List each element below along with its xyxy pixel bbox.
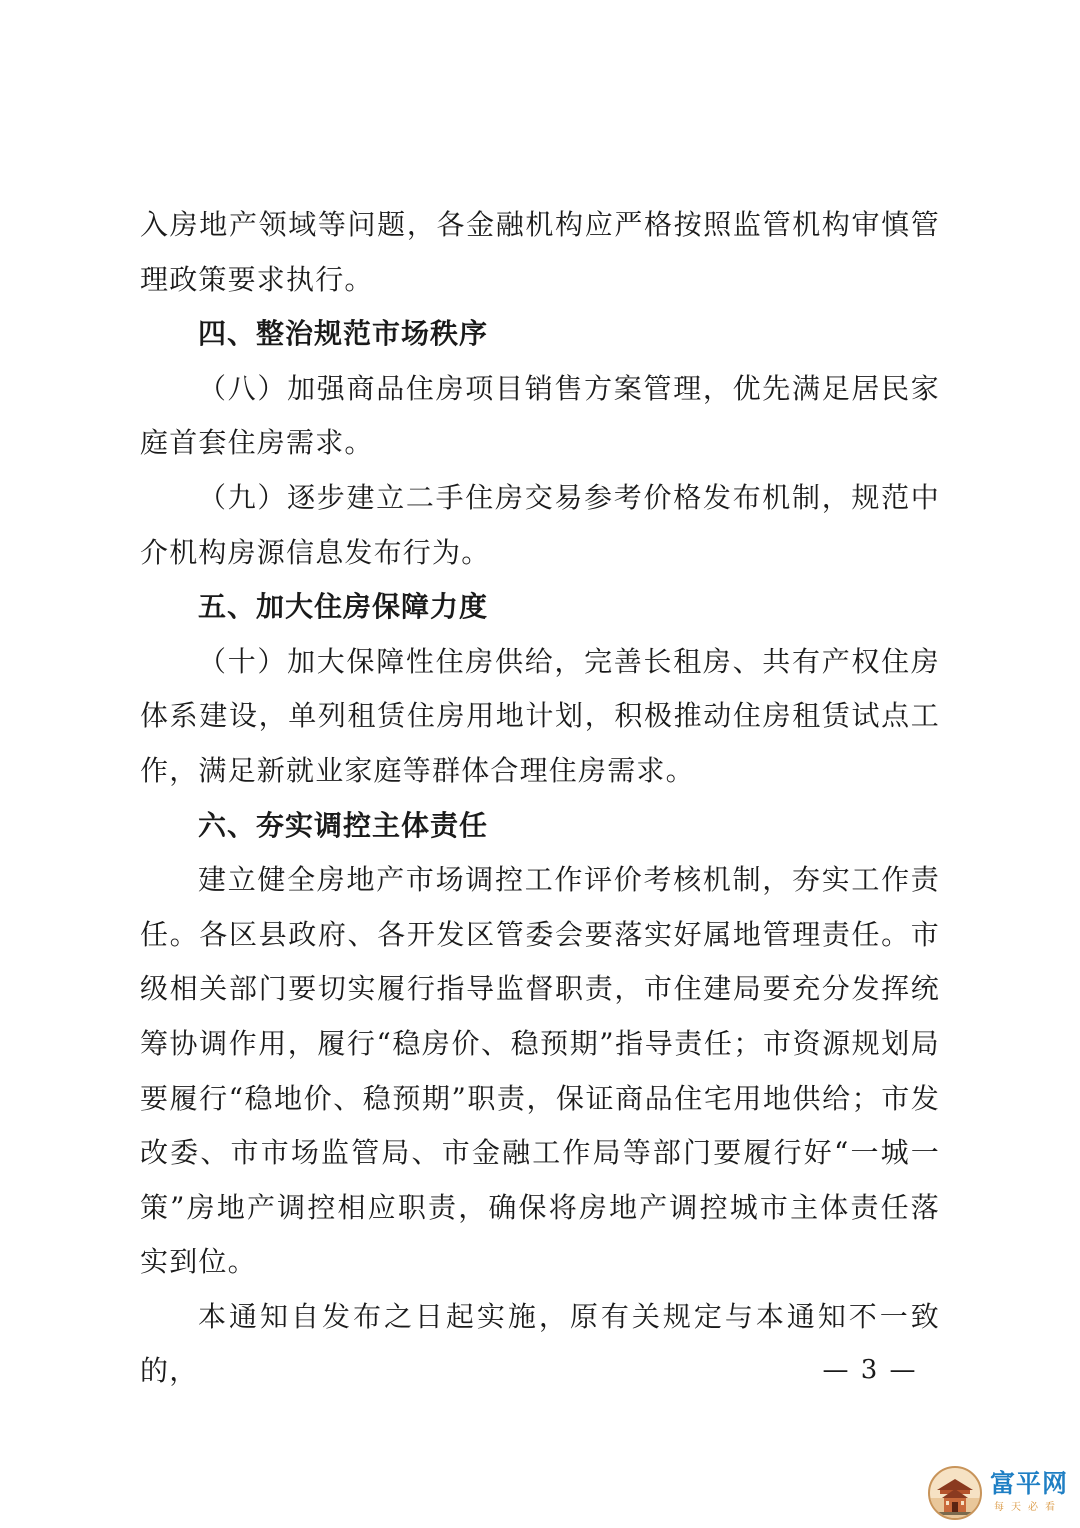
section-heading: 四、整治规范市场秩序 — [198, 317, 489, 351]
body-paragraph: （九）逐步建立二手住房交易参考价格发布机制，规范中介机构房源信息发布行为。 — [140, 480, 940, 569]
body-paragraph: 建立健全房地产市场调控工作评价考核机制，夯实工作责任。各区县政府、各开发区管委会要落实好属地管理责任。市级相关部门要切实履行指导监督职责，市住建局要充分发挥统筹协调作用，履行“稳房价、稳预期”指导责任；市资源规划局要履行“稳地价、稳预期”职责，保证商品住宅用地供给；市发改委、市市场监管局、市金融工作局等部门要履行好“一城一策”房地产调控相应职责，确保将房地产调控城市主体责任落实到位。 — [140, 863, 940, 1279]
watermark-title: 富平网 — [990, 1469, 1069, 1498]
pavilion-logo-icon — [928, 1466, 982, 1520]
section-heading: 五、加大住房保障力度 — [198, 590, 489, 624]
document-body — [140, 198, 940, 1399]
watermark-slogan: 每天必看 — [994, 1502, 1062, 1513]
body-paragraph: 本通知自发布之日起实施，原有关规定与本通知不一致的， — [140, 1299, 940, 1388]
body-paragraph: （十）加大保障性住房供给，完善长租房、共有产权住房体系建设，单列租赁住房用地计划，积极推动住房租赁试点工作，满足新就业家庭等群体合理住房需求。 — [140, 644, 940, 787]
section-heading: 六、夯实调控主体责任 — [198, 808, 489, 842]
body-paragraph: 入房地产领域等问题，各金融机构应严格按照监管机构审慎管理政策要求执行。 — [140, 208, 940, 296]
watermark — [928, 1462, 1076, 1522]
page-number: — 3 — — [822, 1355, 918, 1385]
body-paragraph: （八）加强商品住房项目销售方案管理，优先满足居民家庭首套住房需求。 — [140, 371, 940, 460]
